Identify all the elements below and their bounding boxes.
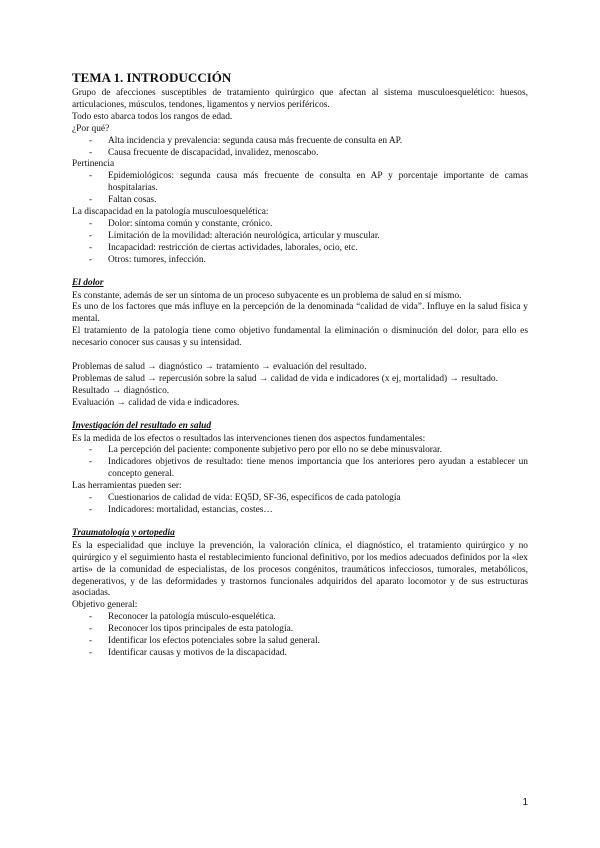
list-item: - Faltan cosas. xyxy=(72,195,528,207)
list-item: - Dolor: síntoma común y constante, crónico. xyxy=(72,219,528,231)
list-item: - Alta incidencia y prevalencia: segunda causa más frecuente de consulta en AP. xyxy=(72,136,528,148)
document-title: TEMA 1. INTRODUCCIÓN xyxy=(72,70,232,85)
list-item: - Indicadores: mortalidad, estancias, costes… xyxy=(72,505,528,517)
why-list xyxy=(72,136,528,160)
disability-list xyxy=(72,219,528,267)
list-item: - Reconocer los tipos principales de esta patología. xyxy=(72,624,528,636)
list-item: - Epidemiológicos: segunda causa más frecuente de consulta en AP y porcentaje importante de camas hospitalarias. xyxy=(72,171,528,195)
list-item: - Limitación de la movilidad: alteración neurológica, articular y muscular. xyxy=(72,231,528,243)
section-heading-investigacion: Investigación del resultado en salud xyxy=(72,420,212,431)
list-item: - Otros: tumores, infección. xyxy=(72,255,528,267)
list-item: - Identificar causas y motivos de la discapacidad. xyxy=(72,648,528,660)
tools-label: Las herramientas pueden ser: xyxy=(72,481,182,492)
document-page xyxy=(72,70,528,660)
paragraph: Es uno de los factores que más influye en la percepción de la denominada “calidad de vida”. Influye en la salud física y mental. xyxy=(72,302,528,325)
paragraph: Es constante, además de ser un síntoma de un proceso subyacente es un problema de salud en sí mismo. xyxy=(72,290,462,301)
list-item: - Incapacidad: restricción de ciertas actividades, laborales, ocio, etc. xyxy=(72,243,528,255)
paragraph: El tratamiento de la patología tiene como objetivo fundamental la eliminación o disminución del dolor, para ello es necesario conocer sus causas y su intensidad. xyxy=(72,326,528,349)
flow-line: Problemas de salud → diagnóstico → tratamiento → evaluación del resultado. xyxy=(72,362,367,373)
section-heading-dolor: El dolor xyxy=(72,277,104,288)
objective-label: Objetivo general: xyxy=(72,600,138,611)
list-item: - Reconocer la patología músculo-esquelética. xyxy=(72,612,528,624)
pertinence-label: Pertinencia xyxy=(72,159,115,170)
list-item: - La percepción del paciente: componente subjetivo pero por ello no se debe minusvalorar. xyxy=(72,445,528,457)
list-item: - Identificar los efectos potenciales sobre la salud general. xyxy=(72,636,528,648)
flow-line: Evaluación → calidad de vida e indicadores. xyxy=(72,397,240,408)
page-number: 1 xyxy=(522,797,528,808)
why-label: ¿Por qué? xyxy=(72,123,110,134)
list-item: - Causa frecuente de discapacidad, invalidez, menoscabo. xyxy=(72,148,528,160)
list-item: - Indicadores objetivos de resultado: tiene menos importancia que los anteriores pero ayudan a establecer un concepto general. xyxy=(72,457,528,481)
disability-label: La discapacidad en la patología musculoesquelética: xyxy=(72,207,269,218)
intro-note: Todo esto abarca todos los rangos de edad. xyxy=(72,111,233,122)
section-heading-traumatologia: Traumatología y ortopedia xyxy=(72,527,175,538)
aspects-list xyxy=(72,445,528,481)
objectives-list xyxy=(72,612,528,660)
intro-paragraph: Grupo de afecciones susceptibles de tratamiento quirúrgico que afectan al sistema musculoesquelético: huesos, articulaciones, músculos, tendones, ligamentos y nervios periféricos. xyxy=(72,88,528,110)
paragraph: Es la medida de los efectos o resultados las intervenciones tienen dos aspectos fundamentales: xyxy=(72,433,426,444)
flow-line: Resultado → diagnóstico. xyxy=(72,385,170,396)
paragraph: Es la especialidad que incluye la prevención, la valoración clínica, el diagnóstico, el tratamiento quirúrgico y no quirúrgico y el seguimiento hasta el restablecimiento funcional definitivo, por los medios adecuados definidos por la «lex artis» de la comunidad de especialistas, de los procesos congénitos, traumáticos infecciosos, tumorales, metabólicos, degenerativos, y de las deformidades y trastornos funcionales adquiridos del aparato locomotor y de sus estructuras asociadas. xyxy=(72,540,528,599)
list-item: - Cuestionarios de calidad de vida: EQ5D, SF-36, específicos de cada patología xyxy=(72,493,528,505)
tools-list xyxy=(72,493,528,517)
pertinence-list xyxy=(72,171,528,207)
flow-line: Problemas de salud → repercusión sobre la salud → calidad de vida e indicadores (x ej, mortalidad) → resultado. xyxy=(72,373,498,384)
